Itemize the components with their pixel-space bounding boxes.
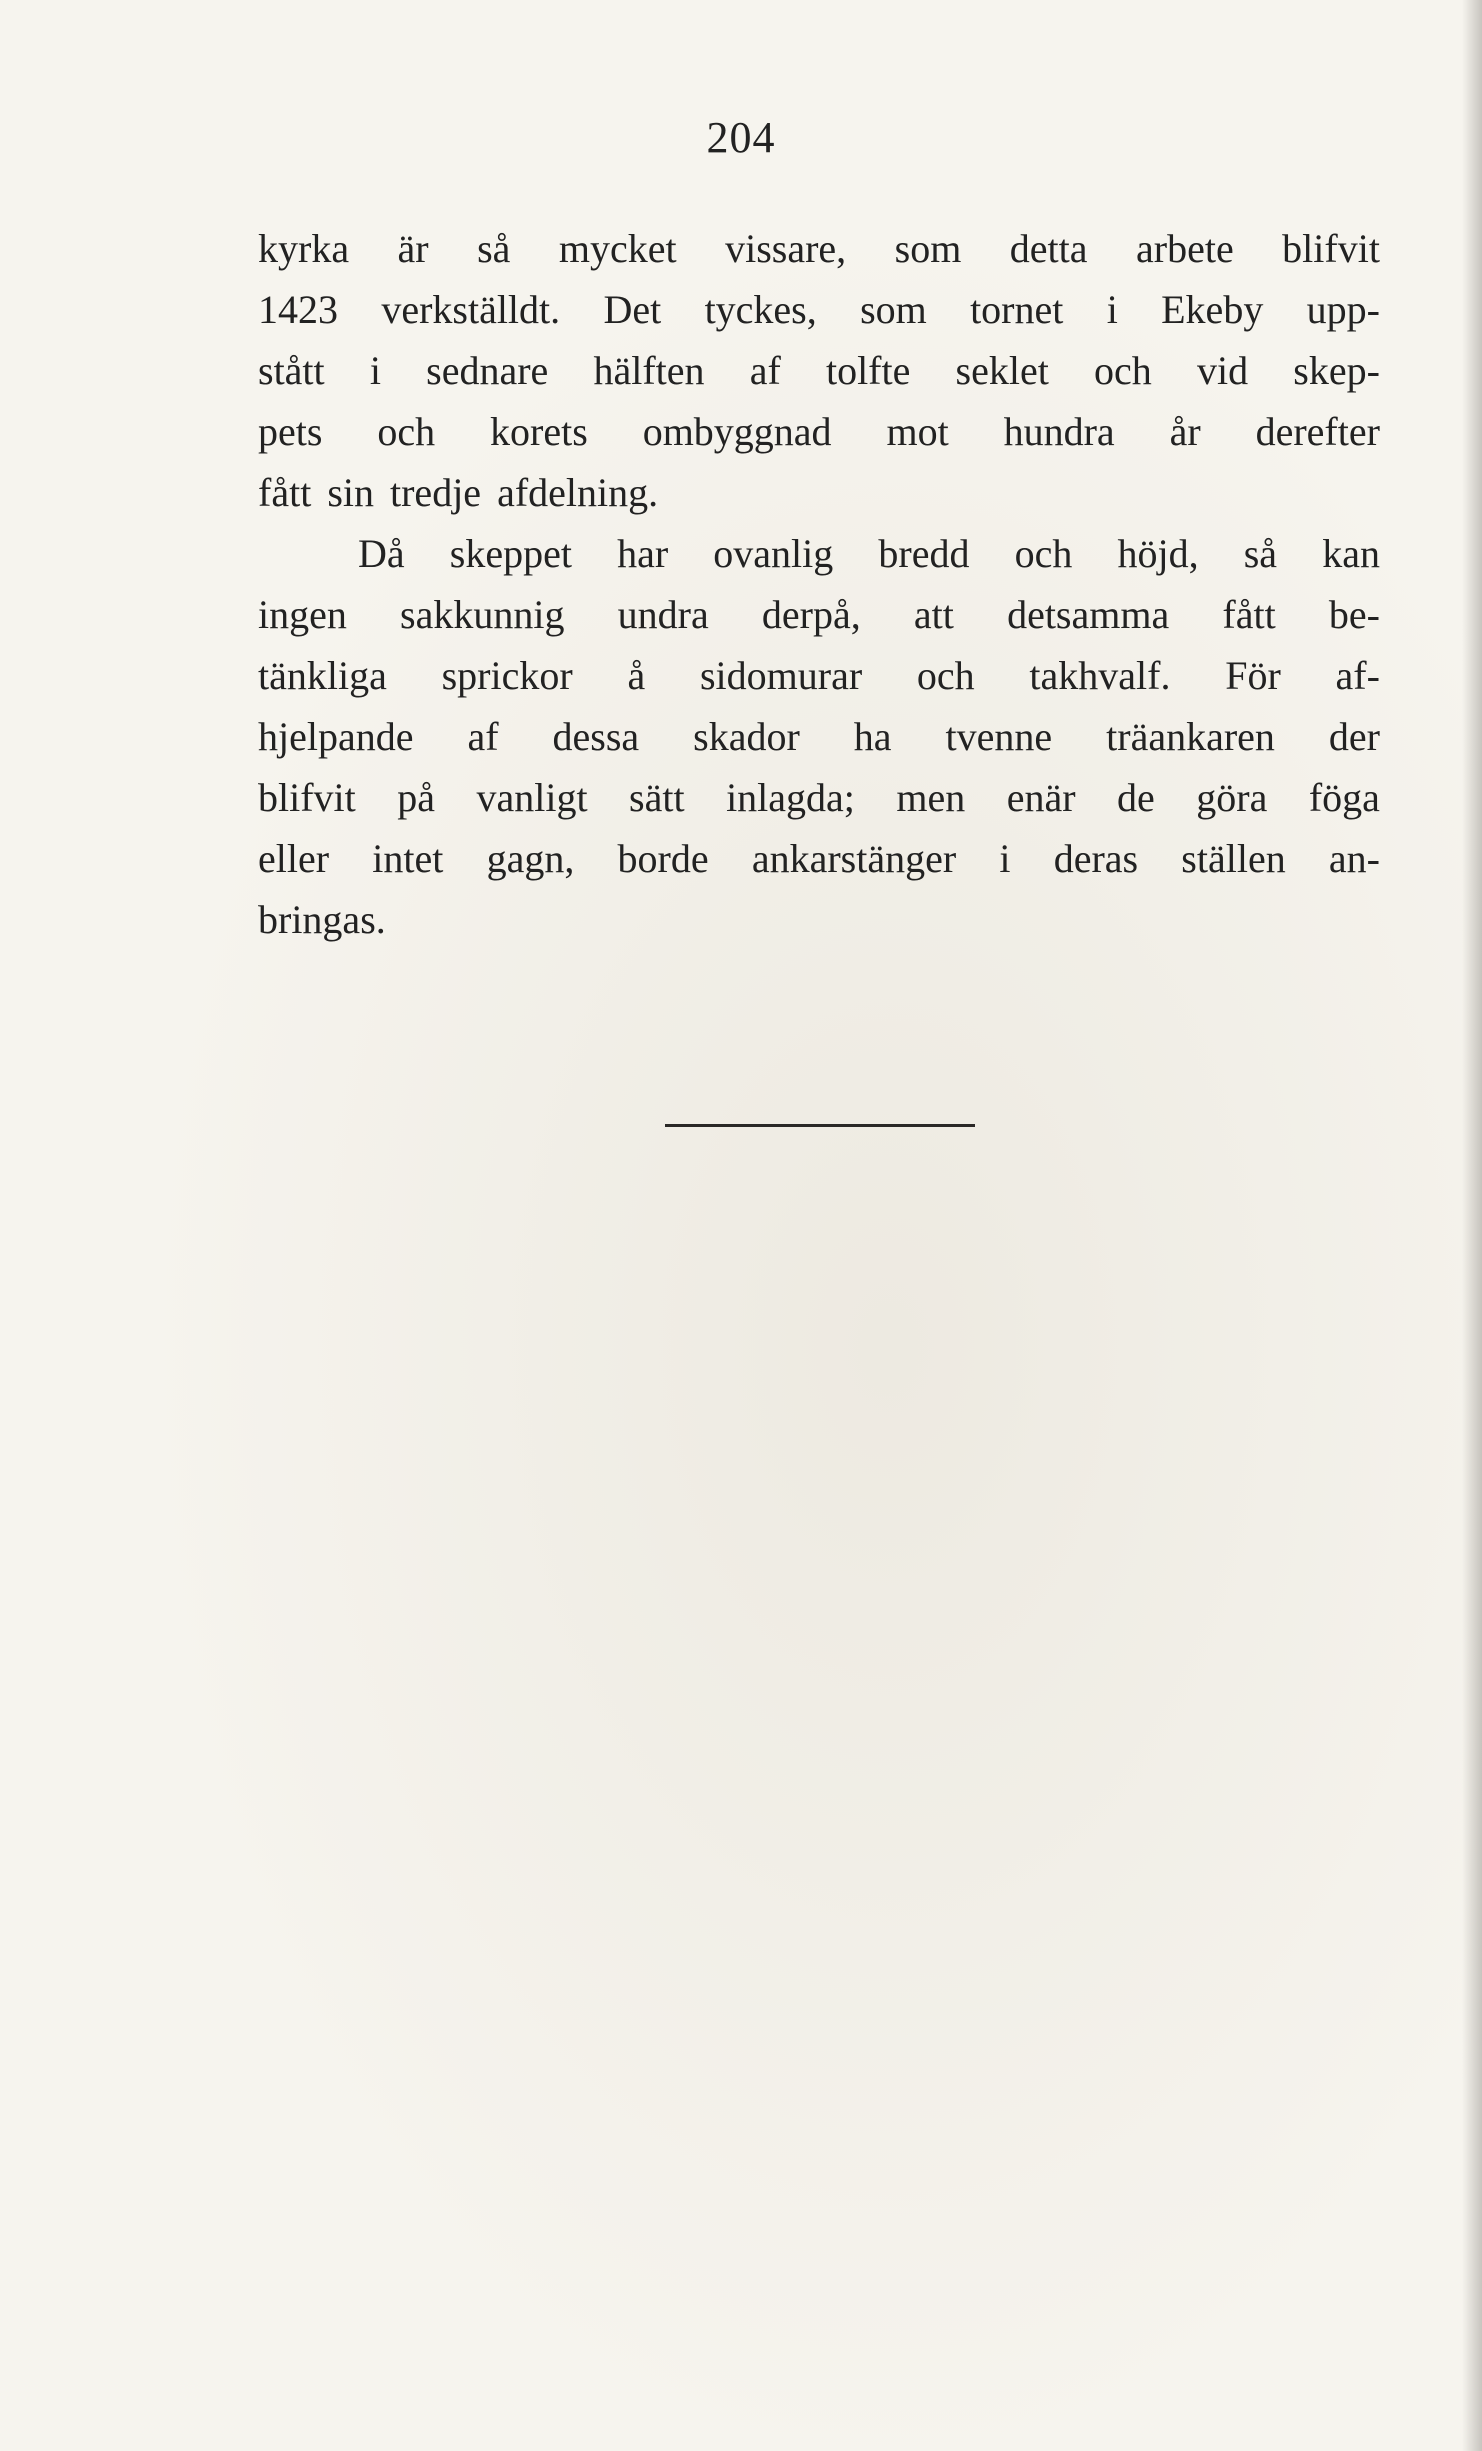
- word: vanligt: [476, 775, 588, 820]
- word: i: [1106, 287, 1118, 332]
- text-line: [258, 828, 1380, 889]
- word: så: [477, 226, 511, 271]
- word: sidomurar: [699, 653, 863, 698]
- word: derpå,: [761, 592, 861, 637]
- word: tredje: [390, 470, 482, 515]
- word: skador: [693, 714, 800, 759]
- word: blifvit: [1282, 226, 1380, 271]
- word: och: [916, 653, 975, 698]
- text-line: [258, 279, 1380, 340]
- word: är: [397, 226, 429, 271]
- word: sakkunnig: [400, 592, 565, 637]
- word: verkställdt.: [381, 287, 561, 332]
- word: Ekeby: [1161, 287, 1264, 332]
- word: korets: [490, 409, 588, 454]
- word: ställen: [1181, 836, 1286, 881]
- text-line: [258, 584, 1380, 645]
- word: skeppet: [449, 531, 572, 576]
- word: sprickor: [441, 653, 573, 698]
- word: arbete: [1136, 226, 1234, 271]
- word: dessa: [552, 714, 640, 759]
- word: så: [1243, 531, 1278, 576]
- word: göra: [1196, 775, 1268, 820]
- word: ankarstänger: [751, 836, 957, 881]
- word: och: [1014, 531, 1073, 576]
- word: undra: [617, 592, 709, 637]
- word: sätt: [629, 775, 685, 820]
- word: kan: [1322, 531, 1380, 576]
- word: Då: [358, 531, 405, 576]
- page-edge-shadow: [1462, 0, 1482, 2451]
- word: att: [913, 592, 954, 637]
- word: af: [467, 714, 499, 759]
- word: vid: [1196, 348, 1249, 393]
- word: mot: [886, 409, 949, 454]
- word: och: [377, 409, 436, 454]
- word: föga: [1308, 775, 1380, 820]
- word: pets: [258, 409, 323, 454]
- word: af: [749, 348, 781, 393]
- word: enär: [1006, 775, 1076, 820]
- word: bringas.: [258, 897, 386, 942]
- word: detsamma: [1007, 592, 1170, 637]
- word: skep-: [1293, 348, 1380, 393]
- word: fått: [1222, 592, 1276, 637]
- text-line: [258, 340, 1380, 401]
- word: 1423: [258, 287, 338, 332]
- body-text: [258, 218, 1380, 950]
- word: deras: [1053, 836, 1139, 881]
- text-line: [258, 218, 1380, 279]
- word: på: [397, 775, 436, 820]
- word: der: [1328, 714, 1380, 759]
- word: de: [1117, 775, 1155, 820]
- word: och: [1094, 348, 1152, 393]
- word: tornet: [970, 287, 1064, 332]
- word: mycket: [558, 226, 677, 271]
- word: har: [617, 531, 669, 576]
- page-number: 204: [706, 113, 776, 162]
- word: sin: [327, 470, 374, 515]
- word: afdelning.: [497, 470, 659, 515]
- word: be-: [1328, 592, 1380, 637]
- word: träankaren: [1106, 714, 1275, 759]
- word: Det: [603, 287, 662, 332]
- word: detta: [1009, 226, 1088, 271]
- word: hjelpande: [258, 714, 414, 759]
- word: tolfte: [825, 348, 911, 393]
- text-line: [258, 767, 1380, 828]
- paragraph-1: [258, 218, 1380, 523]
- word: bredd: [878, 531, 970, 576]
- word: hälften: [593, 348, 705, 393]
- text-line: [258, 523, 1380, 584]
- text-line: [258, 401, 1380, 462]
- word: kyrka: [258, 226, 350, 271]
- text-line: [258, 706, 1380, 767]
- text-line: [258, 462, 1380, 523]
- word: höjd,: [1117, 531, 1199, 576]
- word: inlagda;: [726, 775, 855, 820]
- word: hundra: [1003, 409, 1115, 454]
- text-line: [258, 645, 1380, 706]
- word: å: [627, 653, 646, 698]
- word: af-: [1335, 653, 1380, 698]
- word: borde: [617, 836, 709, 881]
- word: intet: [372, 836, 444, 881]
- word: tänkliga: [258, 653, 387, 698]
- word: tvenne: [945, 714, 1053, 759]
- word: som: [894, 226, 962, 271]
- word: i: [369, 348, 381, 393]
- word: ingen: [258, 592, 347, 637]
- word: ombyggnad: [642, 409, 832, 454]
- word: vissare,: [725, 226, 847, 271]
- word: stått: [258, 348, 325, 393]
- word: i: [999, 836, 1011, 881]
- word: fått: [258, 470, 312, 515]
- word: För: [1225, 653, 1281, 698]
- word: takhvalf.: [1029, 653, 1171, 698]
- word: som: [860, 287, 927, 332]
- word: upp-: [1306, 287, 1380, 332]
- word: men: [896, 775, 966, 820]
- section-divider-rule: [665, 1124, 975, 1127]
- word: ovanlig: [713, 531, 834, 576]
- paragraph-2: [258, 523, 1380, 950]
- text-line: [258, 889, 1380, 950]
- word: eller: [258, 836, 330, 881]
- word: blifvit: [258, 775, 356, 820]
- word: seklet: [955, 348, 1049, 393]
- word: ha: [853, 714, 892, 759]
- word: an-: [1328, 836, 1380, 881]
- word: år: [1169, 409, 1201, 454]
- word: derefter: [1255, 409, 1380, 454]
- word: tyckes,: [704, 287, 817, 332]
- word: gagn,: [486, 836, 575, 881]
- word: sednare: [426, 348, 549, 393]
